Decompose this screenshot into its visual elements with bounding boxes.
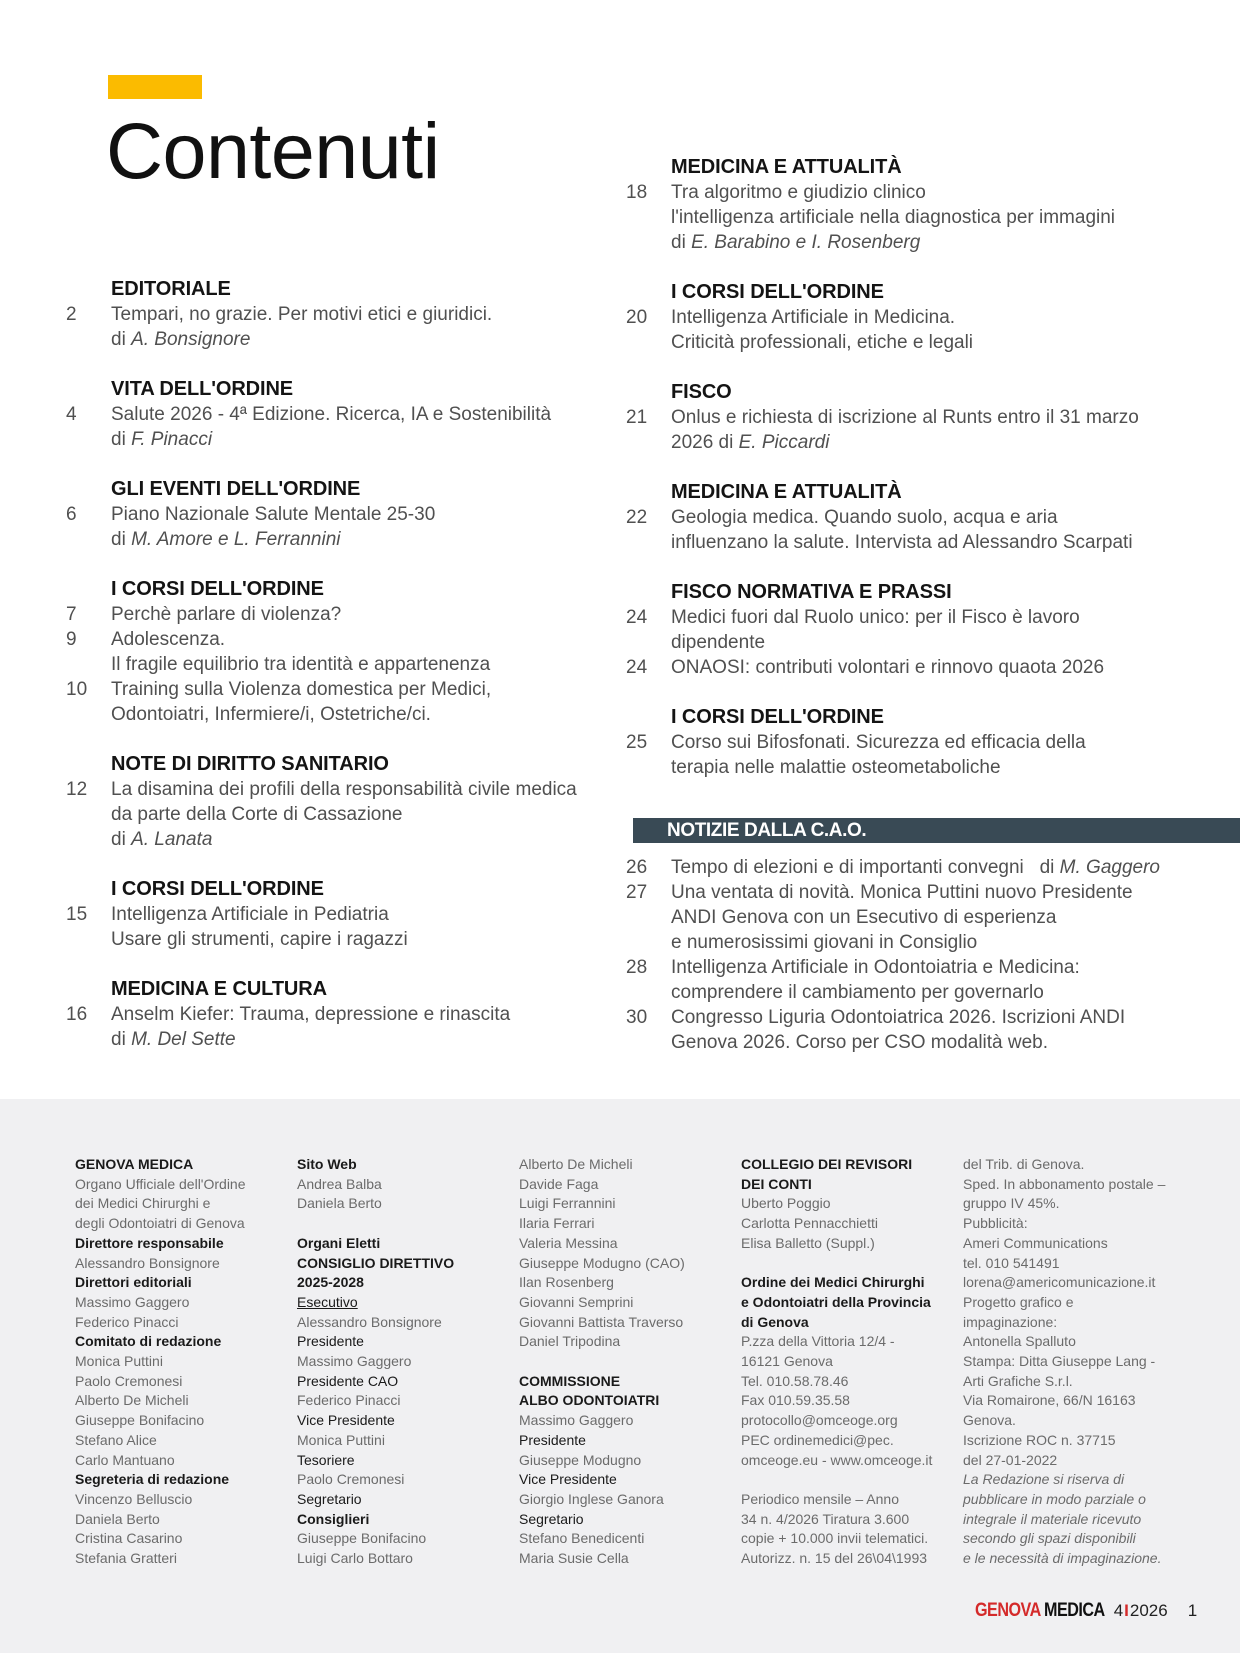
toc-entry-line: Intelligenza Artificiale in Odontoiatria e Medicina:	[671, 957, 1080, 978]
masthead-line: Tel. 010.58.78.46	[741, 1372, 849, 1389]
toc-entry-line: da parte della Corte di Cassazione	[111, 804, 403, 825]
toc-section	[626, 380, 1186, 455]
toc-entry[interactable]	[626, 880, 1226, 955]
masthead-spacer	[297, 1214, 519, 1234]
toc-entry-text	[671, 305, 1186, 355]
toc-section-heading: NOTE DI DIRITTO SANITARIO	[111, 753, 389, 775]
toc-page-number: 27	[626, 882, 648, 903]
cao-section-title: NOTIZIE DALLA C.A.O.	[667, 820, 867, 841]
masthead-spacer	[519, 1352, 741, 1372]
masthead-line: protocollo@omceoge.org	[741, 1412, 898, 1429]
toc-byline	[111, 1027, 626, 1052]
masthead-line: Davide Faga	[519, 1175, 599, 1192]
masthead-line: Luigi Ferrannini	[519, 1195, 616, 1212]
masthead-role: Vice Presidente	[519, 1471, 617, 1488]
toc-entry-text	[111, 602, 626, 627]
masthead-line: del Trib. di Genova.	[963, 1156, 1085, 1172]
author-name: M. Del Sette	[131, 1029, 236, 1050]
author-prefix: di	[111, 429, 132, 450]
masthead-line: Giovanni Battista Traverso	[519, 1313, 684, 1330]
masthead-line: Stefania Gratteri	[75, 1550, 177, 1567]
toc-byline	[111, 527, 626, 552]
toc-entry-line: dipendente	[671, 632, 766, 653]
page-title: Contenuti	[106, 106, 440, 195]
toc-entry-line: Tempari, no grazie. Per motivi etici e giuridici.	[111, 304, 493, 325]
author-prefix: 2026 di	[671, 432, 739, 453]
toc-section-heading: GLI EVENTI DELL'ORDINE	[111, 478, 361, 500]
masthead-heading: Ordine dei Medici Chirurghi	[741, 1274, 925, 1291]
toc-entry[interactable]	[66, 902, 626, 952]
toc-entry-line: Intelligenza Artificiale in Medicina.	[671, 307, 956, 328]
masthead-heading: Sito Web	[297, 1156, 357, 1172]
masthead-heading: ALBO ODONTOIATRI	[519, 1392, 660, 1409]
toc-section-heading: I CORSI DELL'ORDINE	[111, 578, 324, 600]
toc-entry-line: Una ventata di novità. Monica Puttini nuovo Presidente	[671, 882, 1133, 903]
toc-entry-text	[111, 902, 626, 952]
toc-entry-text	[671, 505, 1186, 555]
toc-entry[interactable]	[626, 1005, 1226, 1055]
toc-entry-line: comprendere il cambiamento per governarlo	[671, 982, 1044, 1003]
masthead-line: degli Odontoiatri di Genova	[75, 1215, 245, 1232]
brand-genova: GENOVA	[975, 1600, 1041, 1621]
masthead-line: Progetto grafico e	[963, 1293, 1074, 1310]
author-prefix: di	[1039, 857, 1060, 878]
toc-page-number: 26	[626, 857, 648, 878]
toc-entry-text	[671, 1005, 1226, 1055]
masthead-line: Daniela Berto	[297, 1195, 382, 1212]
toc-entry-text	[671, 880, 1226, 955]
toc-entry-line: Il fragile equilibrio tra identità e appartenenza	[111, 654, 491, 675]
toc-page-number: 22	[626, 507, 648, 528]
masthead-line: Carlotta Pennacchietti	[741, 1215, 878, 1232]
toc-entry-line: Congresso Liguria Odontoiatrica 2026. Iscrizioni ANDI	[671, 1007, 1126, 1028]
masthead-line: Pubblicità:	[963, 1215, 1028, 1232]
toc-entry[interactable]	[66, 677, 626, 727]
toc-entry-text	[671, 955, 1226, 1005]
masthead-role: Presidente	[297, 1333, 364, 1350]
toc-byline	[111, 427, 626, 452]
masthead-column-2	[297, 1155, 519, 1569]
author-prefix: di	[111, 1029, 132, 1050]
masthead-line: Daniela Berto	[75, 1510, 160, 1527]
masthead-line: Stampa: Ditta Giuseppe Lang -	[963, 1353, 1156, 1370]
masthead-line: Cristina Casarino	[75, 1530, 183, 1547]
toc-section	[66, 277, 626, 352]
masthead-heading: GENOVA MEDICA	[75, 1156, 194, 1172]
masthead-line: Carlo Mantuano	[75, 1451, 175, 1468]
masthead-line: P.zza della Vittoria 12/4 -	[741, 1333, 895, 1350]
masthead-heading: e Odontoiatri della Provincia	[741, 1293, 931, 1310]
masthead-line: Giuseppe Modugno (CAO)	[519, 1254, 685, 1271]
toc-entry[interactable]	[66, 402, 626, 452]
toc-entry[interactable]	[66, 1002, 626, 1052]
masthead-line: impaginazione:	[963, 1313, 1058, 1330]
masthead-line: Paolo Cremonesi	[297, 1471, 405, 1488]
toc-section	[66, 752, 626, 852]
masthead-line: Iscrizione ROC n. 37715	[963, 1431, 1116, 1448]
toc-entry-text	[111, 777, 626, 852]
toc-entry[interactable]	[66, 502, 626, 552]
issue-year: 2026	[1129, 1601, 1168, 1620]
toc-entry[interactable]	[626, 305, 1186, 355]
toc-entry-line: Intelligenza Artificiale in Pediatria	[111, 904, 389, 925]
masthead-line: Federico Pinacci	[297, 1392, 401, 1409]
title-accent-bar	[108, 75, 202, 99]
page-number: 1	[1187, 1601, 1198, 1620]
toc-page-number: 10	[66, 679, 88, 700]
toc-entry[interactable]	[626, 605, 1186, 655]
author-name: M. Amore e L. Ferrannini	[131, 529, 341, 550]
toc-entry[interactable]	[66, 627, 626, 677]
toc-entry[interactable]	[626, 730, 1186, 780]
toc-entry-line: influenzano la salute. Intervista ad Alessandro Scarpati	[671, 532, 1133, 553]
masthead-line: Uberto Poggio	[741, 1195, 831, 1212]
toc-byline	[111, 827, 626, 852]
masthead-role: Presidente	[519, 1431, 586, 1448]
toc-page-number: 12	[66, 779, 88, 800]
masthead-line: Arti Grafiche S.r.l.	[963, 1372, 1073, 1389]
masthead-line: lorena@americomunicazione.it	[963, 1274, 1156, 1291]
toc-page-number: 9	[66, 629, 77, 650]
masthead-line: Massimo Gaggero	[75, 1293, 190, 1310]
toc-entry-line: l'intelligenza artificiale nella diagnostica per immagini	[671, 207, 1116, 228]
toc-section	[66, 977, 626, 1052]
toc-entry-text	[671, 405, 1186, 455]
masthead-line: gruppo IV 45%.	[963, 1195, 1060, 1212]
toc-section-heading: I CORSI DELL'ORDINE	[671, 706, 884, 728]
toc-section-heading: I CORSI DELL'ORDINE	[111, 878, 324, 900]
toc-entry-line: ANDI Genova con un Esecutivo di esperienza	[671, 907, 1057, 928]
masthead-line: Ilan Rosenberg	[519, 1274, 614, 1291]
masthead-line: Valeria Messina	[519, 1234, 618, 1251]
toc-section-heading: FISCO	[671, 381, 732, 403]
toc-entry-line: Training sulla Violenza domestica per Medici,	[111, 679, 492, 700]
masthead-line: secondo gli spazi disponibili	[963, 1530, 1136, 1547]
toc-page-number: 15	[66, 904, 88, 925]
masthead-line: Monica Puttini	[297, 1431, 385, 1448]
toc-entry-line: Perchè parlare di violenza?	[111, 604, 342, 625]
issue-number: 4	[1113, 1601, 1124, 1620]
masthead-spacer	[741, 1470, 963, 1490]
toc-page-number: 30	[626, 1007, 648, 1028]
toc-page-number: 24	[626, 607, 648, 628]
masthead-line: Stefano Alice	[75, 1431, 157, 1448]
toc-entry-line: ONAOSI: contributi volontari e rinnovo quaota 2026	[671, 657, 1105, 678]
masthead-heading: di Genova	[741, 1313, 809, 1330]
masthead-column-3	[519, 1155, 741, 1569]
masthead-line: Maria Susie Cella	[519, 1550, 629, 1567]
toc-byline	[671, 430, 1186, 455]
masthead-heading: CONSIGLIO DIRETTIVO	[297, 1254, 455, 1271]
toc-entry[interactable]	[626, 505, 1186, 555]
toc-section-heading: MEDICINA E CULTURA	[111, 978, 327, 1000]
toc-section	[626, 480, 1186, 555]
toc-entry-line: Salute 2026 - 4ª Edizione. Ricerca, IA e Sostenibilità	[111, 404, 552, 425]
masthead-line: tel. 010 541491	[963, 1254, 1060, 1271]
toc-entry-line: terapia nelle malattie osteometaboliche	[671, 757, 1001, 778]
masthead-line: e le necessità di impaginazione.	[963, 1550, 1162, 1567]
toc-page-number: 25	[626, 732, 648, 753]
toc-entry-line: La disamina dei profili della responsabilità civile medica	[111, 779, 577, 800]
masthead-line: Genova.	[963, 1412, 1016, 1429]
toc-entry-line: Anselm Kiefer: Trauma, depressione e rinascita	[111, 1004, 511, 1025]
masthead-spacer	[741, 1254, 963, 1274]
toc-entry-line: Criticità professionali, etiche e legali	[671, 332, 974, 353]
masthead-line: Fax 010.59.35.58	[741, 1392, 850, 1409]
toc-section-heading: FISCO NORMATIVA E PRASSI	[671, 581, 952, 603]
masthead-heading: COMMISSIONE	[519, 1372, 621, 1389]
toc-entry-line: Usare gli strumenti, capire i ragazzi	[111, 929, 408, 950]
toc-entry-line: Genova 2026. Corso per CSO modalità web.	[671, 1032, 1049, 1053]
masthead-line: Luigi Carlo Bottaro	[297, 1550, 413, 1567]
toc-section	[626, 705, 1186, 780]
author-name: A. Lanata	[131, 829, 213, 850]
toc-page-number: 18	[626, 182, 648, 203]
masthead-line: Antonella Spalluto	[963, 1333, 1076, 1350]
masthead-role: Segretario	[519, 1510, 584, 1527]
toc-entry-text	[671, 180, 1186, 255]
toc-byline	[671, 230, 1186, 255]
masthead-line: integrale il materiale ricevuto	[963, 1510, 1142, 1527]
masthead-line: Giuseppe Modugno	[519, 1451, 642, 1468]
masthead-line: pubblicare in modo parziale o	[963, 1490, 1146, 1507]
masthead-heading: COLLEGIO DEI REVISORI	[741, 1156, 913, 1172]
masthead-line: Giovanni Semprini	[519, 1293, 634, 1310]
masthead-line: copie + 10.000 invii telematici.	[741, 1530, 929, 1547]
author-name: E. Barabino e I. Rosenberg	[691, 232, 921, 253]
toc-page-number: 20	[626, 307, 648, 328]
masthead-line: PEC ordinemedici@pec.	[741, 1431, 894, 1448]
masthead-role: Vice Presidente	[297, 1412, 395, 1429]
author-name: M. Gaggero	[1059, 857, 1160, 878]
toc-page-number: 4	[66, 404, 77, 425]
toc-entry-line: Odontoiatri, Infermiere/i, Ostetriche/ci.	[111, 704, 431, 725]
author-prefix: di	[671, 232, 692, 253]
toc-right-column	[626, 155, 1186, 805]
author-name: E. Piccardi	[738, 432, 830, 453]
masthead-heading: Organi Eletti	[297, 1234, 381, 1251]
masthead-column-1	[75, 1155, 297, 1569]
masthead-line: La Redazione si riserva di	[963, 1471, 1125, 1488]
masthead-line: del 27-01-2022	[963, 1451, 1058, 1468]
toc-entry[interactable]	[66, 777, 626, 852]
toc-section-heading: VITA DELL'ORDINE	[111, 378, 294, 400]
toc-entry[interactable]	[66, 602, 626, 627]
toc-section-heading: MEDICINA E ATTUALITÀ	[671, 481, 902, 503]
issue-separator: I	[1124, 1601, 1129, 1620]
author-prefix: di	[111, 329, 132, 350]
masthead-line: Ilaria Ferrari	[519, 1215, 595, 1232]
masthead-column-5	[963, 1155, 1185, 1569]
toc-entry-text	[111, 1002, 626, 1052]
toc-entry-line: Tempo di elezioni e di importanti convegni	[671, 857, 1040, 878]
masthead-line: Massimo Gaggero	[297, 1353, 412, 1370]
toc-section-heading: I CORSI DELL'ORDINE	[671, 281, 884, 303]
masthead-line: Federico Pinacci	[75, 1313, 179, 1330]
author-name: A. Bonsignore	[131, 329, 251, 350]
toc-page-number: 24	[626, 657, 648, 678]
masthead-line: Daniel Tripodina	[519, 1333, 621, 1350]
masthead-line: Alberto De Micheli	[519, 1156, 633, 1172]
toc-entry-text	[671, 655, 1186, 680]
toc-section-heading: EDITORIALE	[111, 278, 231, 300]
masthead-heading: Segreteria di redazione	[75, 1471, 230, 1488]
toc-entry[interactable]	[66, 302, 626, 352]
toc-entry-text	[671, 605, 1186, 655]
toc-entry-line: Corso sui Bifosfonati. Sicurezza ed efficacia della	[671, 732, 1086, 753]
toc-page-number: 21	[626, 407, 648, 428]
masthead-line: 16121 Genova	[741, 1353, 833, 1370]
toc-page-number: 28	[626, 957, 648, 978]
author-prefix: di	[111, 529, 132, 550]
masthead-line: 34 n. 4/2026 Tiratura 3.600	[741, 1510, 910, 1527]
toc-entry[interactable]	[626, 655, 1186, 680]
masthead-line: Alessandro Bonsignore	[297, 1313, 442, 1330]
masthead-subheading: Esecutivo	[297, 1293, 358, 1310]
masthead-line: Massimo Gaggero	[519, 1412, 634, 1429]
toc-entry[interactable]	[626, 180, 1186, 255]
toc-byline	[111, 327, 626, 352]
toc-section	[626, 580, 1186, 680]
author-prefix: di	[111, 829, 132, 850]
toc-entry-line: Geologia medica. Quando suolo, acqua e aria	[671, 507, 1058, 528]
toc-entry-line: Medici fuori dal Ruolo unico: per il Fisco è lavoro	[671, 607, 1080, 628]
masthead-role: Segretario	[297, 1490, 362, 1507]
toc-section	[626, 280, 1186, 355]
masthead-role: Presidente CAO	[297, 1372, 399, 1389]
toc-page-number: 2	[66, 304, 77, 325]
author-name: F. Pinacci	[131, 429, 213, 450]
masthead-line: Organo Ufficiale dell'Ordine	[75, 1175, 246, 1192]
masthead-line: Via Romairone, 66/N 16163	[963, 1392, 1136, 1409]
masthead-line: Ameri Communications	[963, 1234, 1108, 1251]
toc-page-number: 6	[66, 504, 77, 525]
masthead-line: Sped. In abbonamento postale –	[963, 1175, 1166, 1192]
toc-entry-line: Adolescenza.	[111, 629, 226, 650]
toc-section	[66, 877, 626, 952]
brand-medica: MEDICA	[1044, 1600, 1105, 1621]
toc-entry[interactable]	[626, 405, 1186, 455]
masthead-line: Giorgio Inglese Ganora	[519, 1490, 664, 1507]
toc-entry-text	[111, 627, 626, 677]
toc-section	[66, 577, 626, 727]
masthead-line: Elisa Balletto (Suppl.)	[741, 1234, 875, 1251]
masthead-line: Paolo Cremonesi	[75, 1372, 183, 1389]
toc-page-number: 7	[66, 604, 77, 625]
masthead-heading: 2025-2028	[297, 1274, 364, 1291]
masthead-line: Giuseppe Bonifacino	[297, 1530, 427, 1547]
masthead-heading: Consiglieri	[297, 1510, 370, 1527]
toc-entry-text	[671, 730, 1186, 780]
masthead-heading: DEI CONTI	[741, 1175, 812, 1192]
masthead-line: Stefano Benedicenti	[519, 1530, 645, 1547]
masthead-column-4	[741, 1155, 963, 1569]
toc-entry-line-with-author	[671, 855, 1226, 880]
masthead-line: Alessandro Bonsignore	[75, 1254, 220, 1271]
masthead-line: Andrea Balba	[297, 1175, 382, 1192]
toc-entry-text	[111, 402, 626, 452]
cao-entry-list	[626, 855, 1226, 1055]
masthead-line: omceoge.eu - www.omceoge.it	[741, 1451, 933, 1468]
toc-entry-text	[111, 502, 626, 552]
toc-entry-line: e numerosissimi giovani in Consiglio	[671, 932, 978, 953]
toc-entry[interactable]	[626, 855, 1226, 880]
toc-entry-text	[111, 677, 626, 727]
masthead-heading: Direttori editoriali	[75, 1274, 192, 1291]
masthead-line: Periodico mensile – Anno	[741, 1490, 899, 1507]
toc-section	[66, 477, 626, 552]
masthead-line: dei Medici Chirurghi e	[75, 1195, 211, 1212]
toc-entry-line: Piano Nazionale Salute Mentale 25-30	[111, 504, 436, 525]
toc-entry-line: Onlus e richiesta di iscrizione al Runts entro il 31 marzo	[671, 407, 1139, 428]
masthead-line: Vincenzo Belluscio	[75, 1490, 193, 1507]
toc-left-column	[66, 277, 626, 1077]
masthead-line: Monica Puttini	[75, 1353, 163, 1370]
masthead-heading: Direttore responsabile	[75, 1234, 224, 1251]
masthead-line: Alberto De Micheli	[75, 1392, 189, 1409]
masthead-line: Autorizz. n. 15 del 26\04\1993	[741, 1550, 928, 1567]
toc-section	[626, 155, 1186, 255]
footer-brand	[975, 1600, 1197, 1630]
toc-entry-line: Tra algoritmo e giudizio clinico	[671, 182, 926, 203]
masthead-line: Giuseppe Bonifacino	[75, 1412, 205, 1429]
toc-entry-text	[111, 302, 626, 352]
toc-section	[66, 377, 626, 452]
toc-entry[interactable]	[626, 955, 1226, 1005]
masthead-role: Tesoriere	[297, 1451, 355, 1468]
toc-entry-text	[671, 855, 1226, 880]
masthead-heading: Comitato di redazione	[75, 1333, 222, 1350]
toc-page-number: 16	[66, 1004, 88, 1025]
toc-section-heading: MEDICINA E ATTUALITÀ	[671, 156, 902, 178]
